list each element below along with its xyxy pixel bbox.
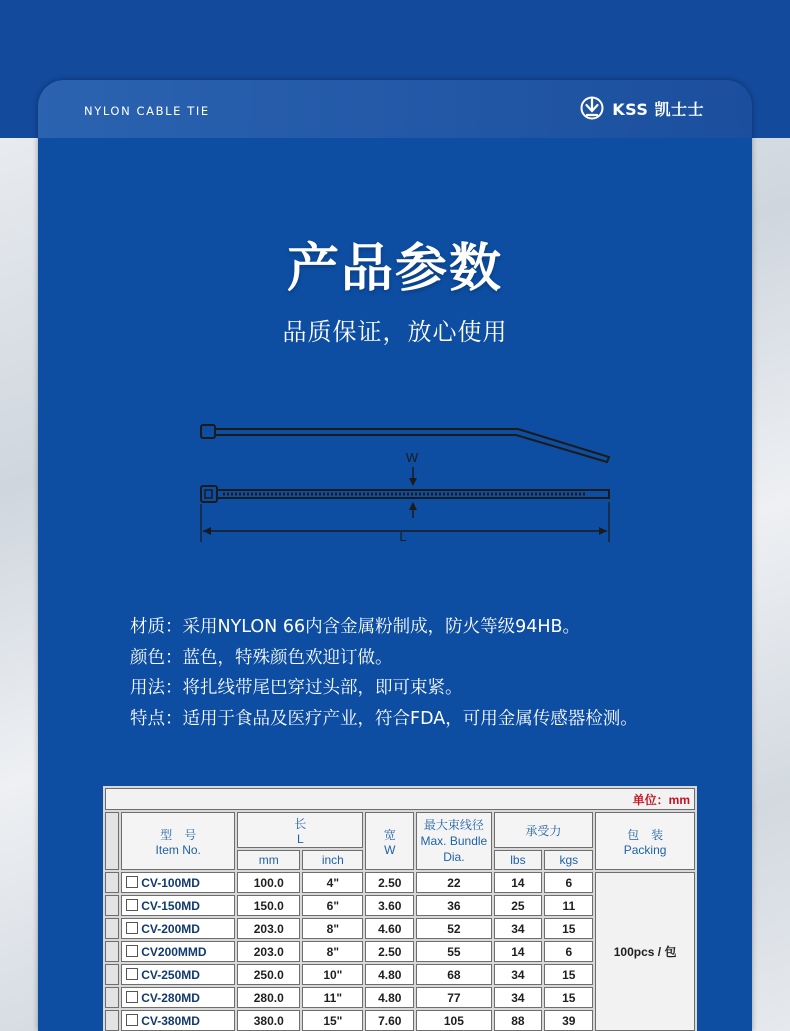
tensile-kgs: 11 — [544, 895, 593, 916]
col-length-en: L — [296, 831, 304, 846]
row-marker — [105, 1010, 119, 1031]
bundle-dia: 77 — [416, 987, 491, 1008]
col-lbs: lbs — [494, 850, 543, 870]
length-mm: 250.0 — [237, 964, 300, 985]
width: 4.80 — [365, 987, 414, 1008]
spec-material: 材质：采用NYLON 66内含金属粉制成，防火等级94HB。 — [130, 617, 581, 637]
packing-value: 100pcs / 包 — [595, 872, 695, 1031]
length-mm: 380.0 — [237, 1010, 300, 1031]
item-cell[interactable] — [121, 872, 235, 893]
width: 3.60 — [365, 895, 414, 916]
row-checkbox[interactable] — [126, 876, 138, 888]
item-cell[interactable] — [121, 918, 235, 939]
length-mm: 203.0 — [237, 918, 300, 939]
spec-color: 颜色：蓝色，特殊颜色欢迎订做。 — [130, 647, 393, 668]
table-row — [105, 872, 695, 893]
col-bundle-en1: Max. Bundle — [420, 834, 488, 848]
spec-table-container — [103, 786, 697, 1031]
page-title: 产品参数 — [286, 239, 503, 299]
bundle-dia: 22 — [416, 872, 491, 893]
logo-text: KSS 凯士士 — [612, 99, 704, 119]
item-no: CV-380MD — [141, 1013, 200, 1028]
diagram-label-w: W — [405, 450, 419, 465]
item-cell[interactable] — [121, 1010, 235, 1031]
col-length-mm: mm — [237, 850, 300, 870]
col-bundle-cn: 最大束线径 — [423, 818, 484, 832]
tensile-kgs: 15 — [544, 918, 593, 939]
row-checkbox[interactable] — [126, 899, 138, 911]
length-inch: 6" — [302, 895, 363, 916]
col-bundle — [416, 812, 491, 870]
width: 7.60 — [365, 1010, 414, 1031]
brand-tagline: NYLON CABLE TIE — [84, 104, 210, 118]
col-packing — [595, 812, 695, 870]
col-item-en: Item No. — [155, 842, 201, 857]
width: 2.50 — [365, 872, 414, 893]
kss-logo-icon — [580, 96, 604, 120]
bundle-dia: 52 — [416, 918, 491, 939]
tensile-lbs: 88 — [494, 1010, 543, 1031]
width: 4.60 — [365, 918, 414, 939]
length-mm: 100.0 — [237, 872, 300, 893]
tensile-kgs: 6 — [544, 941, 593, 962]
tie-head-top — [201, 486, 217, 502]
bundle-dia: 68 — [416, 964, 491, 985]
brand-logo[interactable] — [580, 95, 704, 121]
col-packing-en: Packing — [623, 842, 667, 857]
tensile-kgs: 6 — [544, 872, 593, 893]
col-packing-cn: 包 装 — [627, 827, 664, 842]
length-mm: 150.0 — [237, 895, 300, 916]
tensile-lbs: 14 — [494, 941, 543, 962]
cable-tie-diagram — [193, 414, 623, 544]
col-length — [237, 812, 363, 848]
panel-header — [38, 80, 752, 138]
spec-features: 特点：适用于食品及医疗产业，符合FDA，可用金属传感器检测。 — [130, 708, 638, 729]
col-width — [365, 812, 414, 870]
item-no: CV-200MD — [141, 921, 200, 936]
item-no: CV-150MD — [141, 898, 200, 913]
item-cell[interactable] — [121, 895, 235, 916]
length-inch: 11" — [302, 987, 363, 1008]
width: 4.80 — [365, 964, 414, 985]
spec-table — [103, 786, 697, 1031]
page-subtitle: 品质保证，放心使用 — [282, 318, 508, 346]
length-mm: 280.0 — [237, 987, 300, 1008]
item-cell[interactable] — [121, 987, 235, 1008]
tensile-lbs: 34 — [494, 964, 543, 985]
tensile-lbs: 34 — [494, 918, 543, 939]
row-checkbox[interactable] — [126, 945, 138, 957]
length-inch: 15" — [302, 1010, 363, 1031]
length-inch: 8" — [302, 941, 363, 962]
col-item — [121, 812, 235, 870]
bundle-dia: 55 — [416, 941, 491, 962]
row-marker — [105, 918, 119, 939]
col-tensile: 承受力 — [494, 812, 594, 848]
tensile-kgs: 15 — [544, 987, 593, 1008]
length-inch: 4" — [302, 872, 363, 893]
tensile-lbs: 25 — [494, 895, 543, 916]
row-marker — [105, 872, 119, 893]
spec-usage: 用法：将扎线带尾巴穿过头部，即可束紧。 — [130, 678, 463, 698]
item-no: CV-100MD — [141, 875, 200, 890]
item-no: CV200MMD — [141, 944, 207, 959]
tensile-lbs: 34 — [494, 987, 543, 1008]
col-width-en: W — [384, 842, 396, 857]
row-checkbox[interactable] — [126, 968, 138, 980]
row-marker — [105, 941, 119, 962]
bundle-dia: 105 — [416, 1010, 491, 1031]
col-width-cn: 宽 — [383, 827, 396, 842]
bundle-dia: 36 — [416, 895, 491, 916]
row-marker — [105, 987, 119, 1008]
item-no: CV-250MD — [141, 967, 200, 982]
row-marker — [105, 895, 119, 916]
col-length-cn: 长 — [294, 816, 307, 831]
row-checkbox[interactable] — [126, 1014, 138, 1026]
tensile-kgs: 39 — [544, 1010, 593, 1031]
item-cell[interactable] — [121, 941, 235, 962]
col-bundle-en2: Dia. — [443, 850, 465, 864]
row-checkbox[interactable] — [126, 991, 138, 1003]
col-length-inch: inch — [302, 850, 363, 870]
row-checkbox[interactable] — [126, 922, 138, 934]
length-mm: 203.0 — [237, 941, 300, 962]
unit-label: 单位：mm — [105, 788, 695, 810]
width: 2.50 — [365, 941, 414, 962]
content-panel — [38, 80, 752, 1031]
col-kgs: kgs — [544, 850, 593, 870]
tensile-kgs: 15 — [544, 964, 593, 985]
diagram-label-l: L — [399, 529, 407, 544]
item-no: CV-280MD — [141, 990, 200, 1005]
length-inch: 10" — [302, 964, 363, 985]
length-inch: 8" — [302, 918, 363, 939]
tie-head-side — [201, 425, 215, 438]
item-cell[interactable] — [121, 964, 235, 985]
col-item-cn: 型 号 — [160, 827, 197, 842]
tensile-lbs: 14 — [494, 872, 543, 893]
spec-list — [130, 612, 638, 734]
row-marker — [105, 964, 119, 985]
row-header-blank — [105, 812, 119, 870]
